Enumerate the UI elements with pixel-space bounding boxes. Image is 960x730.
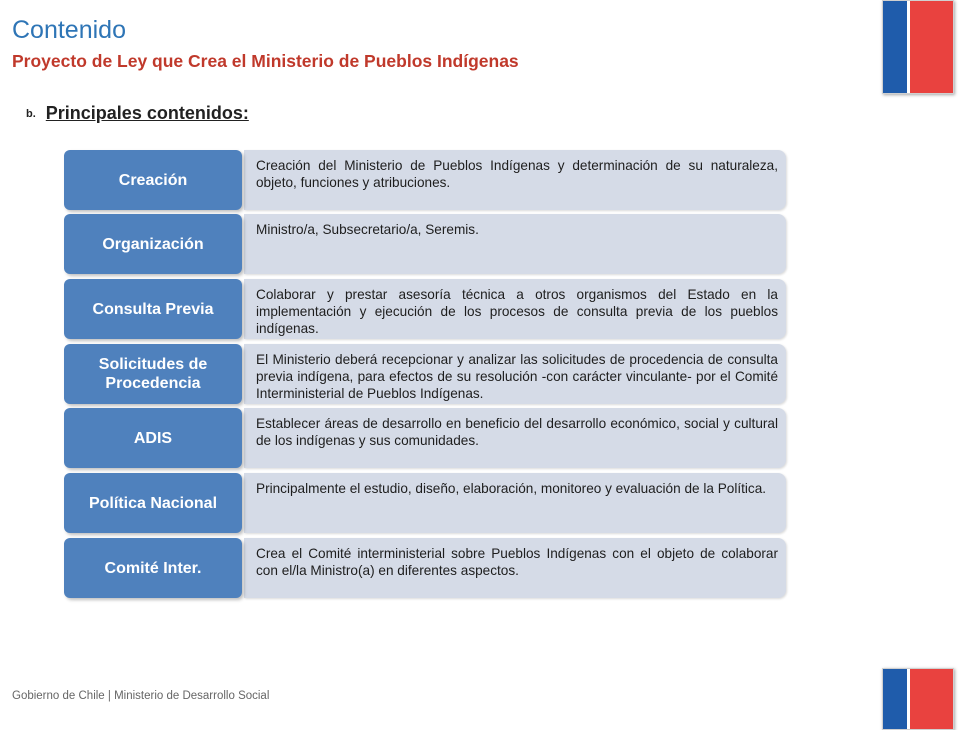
item-description-box	[244, 408, 786, 468]
item-label: ADIS	[64, 408, 242, 468]
section-marker: b.	[26, 108, 36, 120]
item-description: El Ministerio deberá recepcionar y analizar las solicitudes de procedencia de consulta previa indígena, para efectos de su resolución -con carácter vinculante- por el Comité Interministerial de Pueblos Indígenas.	[256, 352, 778, 401]
page-subtitle: Proyecto de Ley que Crea el Ministerio de Pueblos Indígenas	[12, 51, 519, 71]
footer-text: Gobierno de Chile | Ministerio de Desarrollo Social	[12, 690, 270, 702]
flag-red-stripe	[910, 1, 953, 93]
item-description-box	[244, 344, 786, 404]
flag-logo-top	[882, 0, 954, 94]
page-title: Contenido	[12, 16, 126, 44]
list-item	[64, 473, 786, 533]
section-title: Principales contenidos:	[45, 103, 249, 123]
list-item	[64, 408, 786, 468]
item-description: Establecer áreas de desarrollo en beneficio del desarrollo económico, social y cultural de los indígenas y sus comunidades.	[256, 416, 778, 448]
item-description: Principalmente el estudio, diseño, elaboración, monitoreo y evaluación de la Política.	[256, 481, 767, 496]
item-label: Solicitudes de Procedencia	[64, 344, 242, 404]
item-description-box	[244, 538, 786, 598]
item-label: Creación	[64, 150, 242, 210]
flag-blue-stripe	[883, 669, 907, 729]
item-description: Ministro/a, Subsecretario/a, Seremis.	[256, 222, 479, 237]
list-item	[64, 214, 786, 274]
flag-blue-stripe	[883, 1, 907, 93]
list-item	[64, 279, 786, 339]
item-label: Consulta Previa	[64, 279, 242, 339]
item-label: Comité Inter.	[64, 538, 242, 598]
item-label: Política Nacional	[64, 473, 242, 533]
item-description-box	[244, 279, 786, 339]
item-label: Organización	[64, 214, 242, 274]
section-heading	[26, 103, 249, 124]
list-item	[64, 150, 786, 210]
item-description-box	[244, 473, 786, 533]
flag-red-stripe	[910, 669, 953, 729]
item-description-box	[244, 214, 786, 274]
list-item	[64, 538, 786, 598]
item-description-box	[244, 150, 786, 210]
item-description: Creación del Ministerio de Pueblos Indígenas y determinación de su naturaleza, objeto, funciones y atribuciones.	[256, 158, 778, 190]
flag-logo-bottom	[882, 668, 954, 730]
item-description: Colaborar y prestar asesoría técnica a otros organismos del Estado en la implementación y ejecución de los procesos de consulta previa de los pueblos indígenas.	[256, 287, 778, 336]
list-item	[64, 344, 786, 404]
item-description: Crea el Comité interministerial sobre Pueblos Indígenas con el objeto de colaborar con el/la Ministro(a) en diferentes aspectos.	[256, 546, 778, 578]
